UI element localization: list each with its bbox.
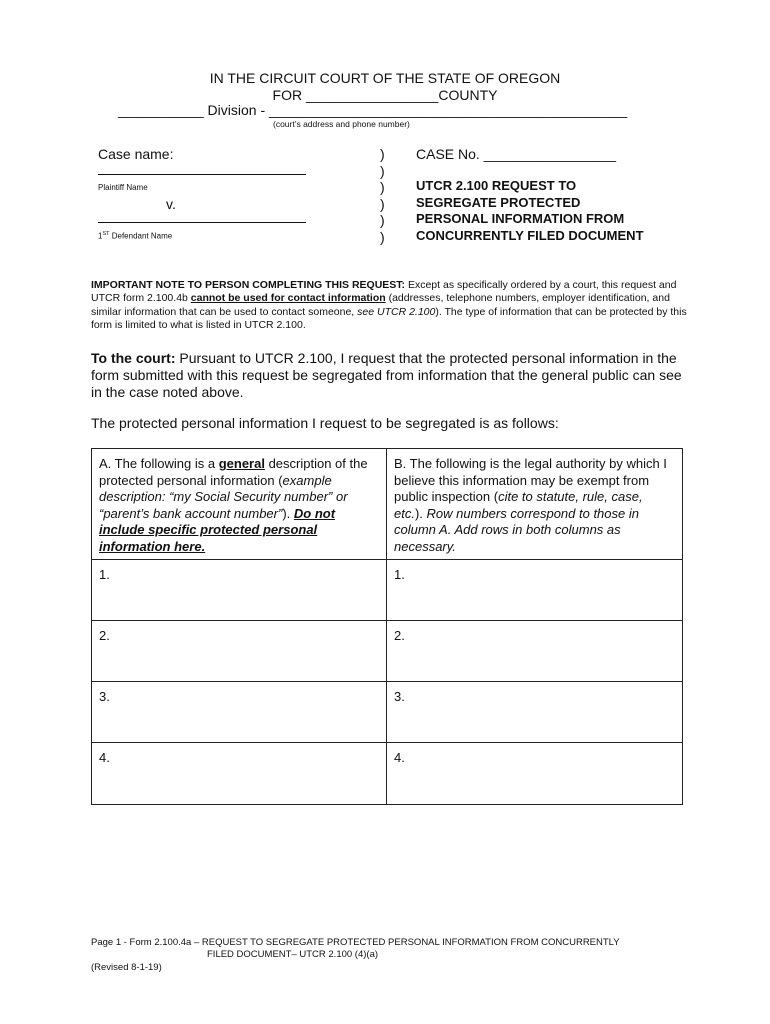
form-title-line: PERSONAL INFORMATION FROM — [416, 211, 625, 226]
division-blank[interactable]: ___________ — [118, 102, 204, 118]
column-b-cell[interactable]: 4. — [387, 743, 683, 805]
column-a-cell[interactable]: 1. — [92, 560, 387, 621]
address-caption: (court’s address and phone number) — [273, 119, 410, 129]
table-header-row — [92, 449, 683, 560]
paren: ) — [380, 228, 385, 245]
county-label: COUNTY — [438, 87, 498, 103]
plaintiff-name-caption: Plaintiff Name — [98, 183, 148, 192]
column-a-prefix: A. The following is a — [99, 456, 219, 471]
for-label: FOR — [272, 87, 303, 103]
case-number-label: CASE No. — [416, 146, 480, 162]
column-b-cell[interactable]: 2. — [387, 621, 683, 682]
county-blank[interactable]: _________________ — [305, 87, 439, 103]
footer-form-title: Page 1 - Form 2.100.4a – REQUEST TO SEGREGATE PROTECTED PERSONAL INFORMATION FROM CONCURRENTLY — [91, 937, 620, 948]
paren: ) — [380, 195, 385, 212]
column-b-close: ). — [414, 505, 427, 521]
division-line — [118, 102, 627, 118]
footer-form-title-continued: FILED DOCUMENT– UTCR 2.100 (4)(a) — [207, 949, 379, 960]
contact-info-warning: cannot be used for contact information — [190, 292, 386, 305]
column-b-prefix: B. The following is the legal authority by which I believe this information may be exempt from public inspection ( — [394, 456, 667, 504]
column-b-header — [387, 449, 683, 560]
versus-label: v. — [166, 196, 176, 212]
defendant-name-line[interactable] — [98, 222, 306, 223]
column-b-instructions: Row numbers correspond to those in column A. Add rows in both columns as necessary. — [394, 505, 639, 554]
paren: ) — [380, 212, 385, 228]
table-row — [92, 743, 683, 805]
case-number-line — [416, 146, 616, 162]
column-a-cell[interactable]: 3. — [92, 682, 387, 743]
general-emphasis: general — [218, 456, 265, 471]
defendant-ordinal: ST — [102, 231, 110, 237]
defendant-number: 1 — [98, 231, 103, 241]
county-line — [0, 87, 770, 103]
column-a-example: example description: “my Social Security number” or “parent’s bank account number” — [99, 472, 348, 521]
court-address-blank[interactable]: ______________________________________________ — [269, 102, 628, 118]
column-b-cell[interactable]: 3. — [387, 682, 683, 743]
column-b-cite: cite to statute, rule, case, etc. — [394, 489, 643, 521]
to-the-court-text: Pursuant to UTCR 2.100, I request that the protected personal information in the form submitted with this request be segregated from information that the general public can see in the case noted above. — [91, 350, 682, 400]
plaintiff-name-line[interactable] — [98, 174, 306, 175]
table-row — [92, 621, 683, 682]
column-a-close: ). — [282, 505, 294, 521]
paren: ) — [380, 146, 385, 162]
column-b-cell[interactable]: 1. — [387, 560, 683, 621]
division-label: Division - — [207, 102, 266, 118]
form-title-line: CONCURRENTLY FILED DOCUMENT — [416, 227, 644, 243]
to-the-court-label: To the court: — [91, 350, 176, 366]
protected-info-table — [91, 448, 683, 805]
court-heading: IN THE CIRCUIT COURT OF THE STATE OF OREGON — [209, 70, 561, 86]
table-row — [92, 560, 683, 621]
case-name-label: Case name: — [98, 146, 174, 162]
to-the-court-paragraph — [91, 350, 691, 400]
table-row — [92, 682, 683, 743]
form-title-line: UTCR 2.100 REQUEST TO — [416, 178, 577, 193]
column-a-mid: description of the protected personal information ( — [99, 456, 368, 488]
note-text-part2: (addresses, telephone numbers, employer identification, and similar information that can be used to contact someone, — [91, 292, 670, 318]
caption-parentheses — [380, 146, 385, 245]
see-utcr-reference: see UTCR 2.100 — [357, 305, 436, 318]
revision-date: (Revised 8-1-19) — [91, 962, 162, 973]
important-note-heading: IMPORTANT NOTE TO PERSON COMPLETING THIS REQUEST: — [91, 279, 406, 291]
paren: ) — [380, 162, 385, 179]
note-text-part3: ). The type of information that can be protected by this form is limited to what is listed in UTCR 2.100. — [91, 305, 687, 331]
form-title — [416, 178, 644, 244]
segregation-intro: The protected personal information I request to be segregated is as follows: — [91, 415, 559, 431]
note-text-part1: Except as specifically ordered by a court, this request and UTCR form 2.100.4b — [91, 279, 677, 305]
important-note — [91, 279, 691, 332]
case-number-blank[interactable]: _________________ — [483, 146, 617, 162]
column-a-warning: Do not include specific protected personal information here. — [99, 505, 336, 554]
paren: ) — [380, 179, 385, 195]
column-a-cell[interactable]: 2. — [92, 621, 387, 682]
column-a-cell[interactable]: 4. — [92, 743, 387, 805]
defendant-name-caption — [98, 231, 172, 241]
column-a-header — [92, 449, 387, 560]
defendant-label: Defendant Name — [111, 231, 173, 241]
form-title-line: SEGREGATE PROTECTED — [416, 194, 581, 210]
